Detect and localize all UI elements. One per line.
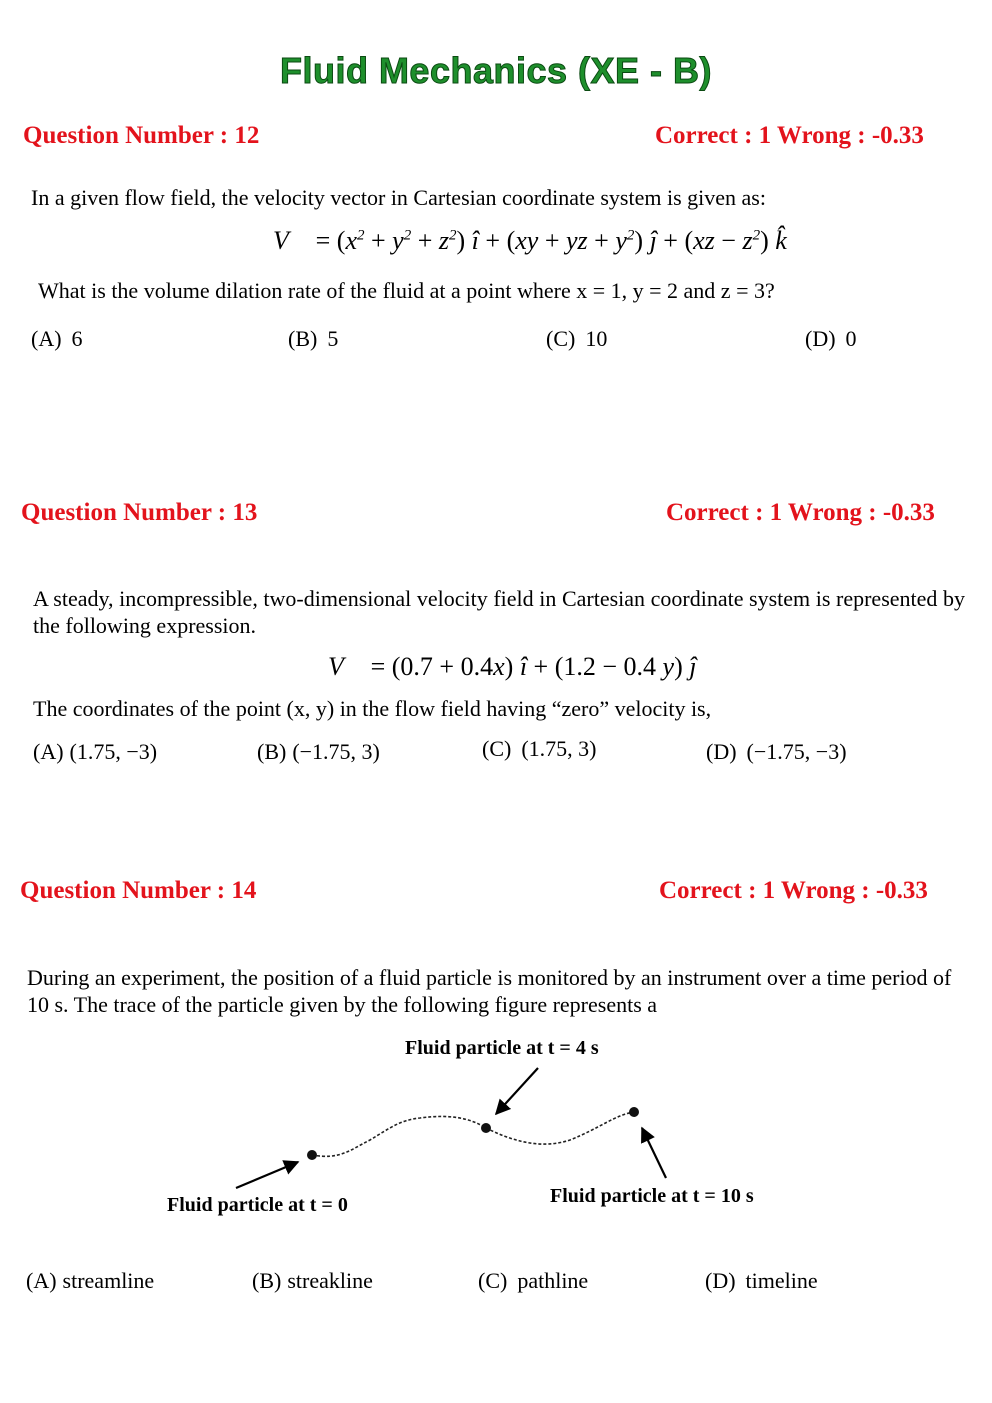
question-14-option-c[interactable] (478, 1268, 588, 1294)
option-label: (C) (546, 326, 576, 351)
option-value: (−1.75, −3) (746, 739, 847, 764)
figure-label-t0: Fluid particle at t = 0 (167, 1194, 348, 1216)
question-14-marks: Correct : 1 Wrong : -0.33 (659, 877, 928, 904)
question-12-marks: Correct : 1 Wrong : -0.33 (655, 122, 924, 149)
arrow-t10 (642, 1128, 666, 1178)
arrow-t0 (236, 1162, 298, 1188)
figure-label-t10: Fluid particle at t = 10 s (550, 1185, 754, 1207)
option-label: (B) (252, 1268, 282, 1293)
question-12-stem: In a given flow field, the velocity vector in Cartesian coordinate system is given as: (31, 185, 766, 210)
option-value: (−1.75, 3) (292, 739, 380, 764)
question-13-number: Question Number : 13 (21, 499, 258, 526)
question-14-option-b[interactable] (252, 1268, 373, 1294)
question-13-equation: V⃗ = (0.7 + 0.4x) î + (1.2 − 0.4 y) ĵ (328, 652, 697, 681)
question-14-stem: During an experiment, the position of a fluid particle is monitored by an instrument over a time period of 10 s. The trace of the particle given by the following figure represents a (27, 965, 952, 1017)
question-13-stem: A steady, incompressible, two-dimensional velocity field in Cartesian coordinate system is represented by the following expression. (33, 586, 965, 638)
option-label: (D) (705, 1268, 736, 1293)
option-value: 10 (585, 326, 608, 351)
option-label: (D) (706, 739, 737, 764)
option-value: 0 (845, 326, 857, 351)
question-12-followup: What is the volume dilation rate of the fluid at a point where x = 1, y = 2 and z = 3? (38, 278, 775, 303)
option-value: streakline (287, 1268, 373, 1293)
option-value: (1.75, −3) (69, 739, 158, 764)
option-label: (C) (482, 736, 512, 761)
option-label: (A) (33, 739, 64, 764)
question-12-number: Question Number : 12 (23, 122, 260, 149)
option-label: (A) (31, 326, 62, 351)
option-label: (B) (257, 739, 287, 764)
question-12-equation: V⃗ = $(x^2 + y^2 + z^2)$ î + (xy + yz + $y^2$) ĵ + $(xz - z^2)$ k̂ (273, 226, 787, 255)
option-value: streamline (62, 1268, 155, 1293)
option-value: 6 (71, 326, 83, 351)
particle-dot-t4 (481, 1123, 491, 1133)
figure-label-t4: Fluid particle at t = 4 s (405, 1037, 599, 1059)
option-label: (A) (26, 1268, 57, 1293)
particle-dot-t0 (307, 1150, 317, 1160)
option-label: (B) (288, 326, 318, 351)
arrow-t4 (496, 1068, 538, 1114)
option-label: (D) (805, 326, 836, 351)
particle-trace-path (312, 1112, 634, 1156)
option-value: (1.75, 3) (521, 736, 597, 761)
particle-dot-t10 (629, 1107, 639, 1117)
option-value: timeline (745, 1268, 818, 1293)
question-14-option-d[interactable] (705, 1268, 818, 1294)
page-title: Fluid Mechanics (XE - B) (279, 50, 713, 91)
question-14-number: Question Number : 14 (20, 877, 257, 904)
option-value: 5 (327, 326, 339, 351)
option-value: pathline (517, 1268, 589, 1293)
question-13-marks: Correct : 1 Wrong : -0.33 (666, 499, 935, 526)
question-14-option-a[interactable] (26, 1268, 154, 1294)
question-13-followup: The coordinates of the point (x, y) in the flow field having “zero” velocity is, (33, 696, 712, 721)
option-label: (C) (478, 1268, 508, 1293)
